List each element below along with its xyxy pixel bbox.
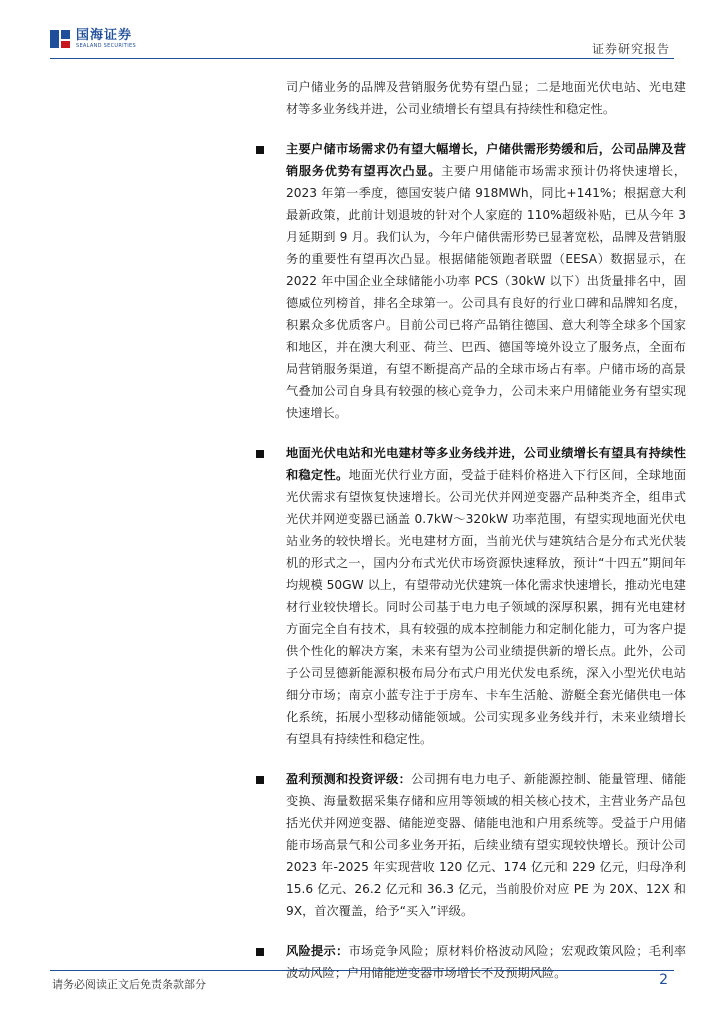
section-earnings-forecast	[286, 768, 686, 922]
intro-paragraph: 司户储业务的品牌及营销服务优势有望凸显；二是地面光伏电站、光电建材等多业务线并进，公司业绩增长有望具有持续性和稳定性。	[286, 80, 686, 116]
section-body: 市场竞争风险；原材料价格波动风险；宏观政策风险；毛利率波动风险；户用储能逆变器市场增长不及预期风险。	[286, 944, 687, 980]
section-risk-warning	[286, 940, 686, 984]
report-body	[286, 76, 686, 984]
section-household-storage	[286, 138, 686, 424]
footer-divider	[50, 970, 674, 971]
logo-mark-icon	[50, 28, 72, 50]
square-bullet-icon	[256, 450, 264, 458]
section-body: 主要户用储能市场需求预计仍将快速增长，2023 年第一季度，德国安装户储 918MWh，同比+141%；根据意大利最新政策，此前计划退坡的针对个人家庭的 110%超级补贴，已从今年 3 月延期到 9 月。我们认为，今年户储供需形势已显著宽松，品牌及营销服务的重要性有望再次凸显。根据储能领跑者联盟（EESA）数据显示，在 2022 年中国企业全球储能小功率 PCS（30kW 以下）出货量排名中，固德威位列榜首，排名全球第一。公司具有良好的行业口碑和品牌知名度，积累众多优质客户。目前公司已将产品销往德国、意大利等全球多个国家和地区，并在澳大利亚、荷兰、巴西、德国等境外设立了服务点，全面布局营销服务渠道，有望不断提高产品的全球市场占有率。户储市场的高景气叠加公司自身具有较强的核心竞争力，公司未来户用储能业务有望实现快速增长。	[286, 164, 686, 420]
section-heading: 盈利预测和投资评级：	[286, 772, 412, 786]
logo-name-en: SEALAND SECURITIES	[76, 42, 136, 49]
page-number: 2	[659, 972, 668, 988]
logo-name-cn: 国海证券	[76, 27, 133, 43]
section-body: 公司拥有电力电子、新能源控制、能量管理、储能变换、海量数据采集存储和应用等领域的相关核心技术，主营业务产品包括光伏并网逆变器、储能逆变器、储能电池和户用系统等。受益于户用储能市场高景气和公司多业务开拓，后续业绩有望实现较快增长。预计公司 2023 年-2025 年实现营收 120 亿元、174 亿元和 229 亿元，归母净利 15.6 亿元、26.2 亿元和 36.3 亿元，当前股价对应 PE 为 20X、12X 和 9X，首次覆盖，给予“买入”评级。	[286, 772, 687, 918]
report-type-label: 证券研究报告	[591, 42, 670, 56]
company-logo	[50, 28, 136, 50]
square-bullet-icon	[256, 776, 264, 784]
section-body: 地面光伏行业方面，受益于硅料价格进入下行区间，全球地面光伏需求有望恢复快速增长。公司光伏并网逆变器产品种类齐全，组串式光伏并网逆变器已涵盖 0.7kW～320kW 功率范围，有望实现地面光伏电站业务的较快增长。光电建材方面，当前光伏与建筑结合是分布式光伏装机的形式之一，国内分布式光伏市场资源快速释放，预计“十四五”期间年均规模 50GW 以上，有望带动光伏建筑一体化需求快速增长，推动光电建材行业较快增长。同时公司基于电力电子领域的深厚积累，拥有光电建材方面完全自有技术，具有较强的成本控制能力和定制化能力，可为客户提供个性化的解决方案，未来有望为公司业绩提供新的增长点。此外，公司子公司昱德新能源积极布局分布式户用光伏发电系统，深入小型光伏电站细分市场；南京小蓝专注于于房车、卡车生活舱、游艇全套光储供电一体化系统，拓展小型移动储能领域。公司实现多业务线并行，未来业绩增长有望具有持续性和稳定性。	[286, 468, 687, 746]
section-ground-pv	[286, 442, 686, 750]
section-heading: 风险提示：	[286, 944, 349, 958]
section-heading: 主要户储市场需求仍有望大幅增长，户储供需形势缓和后，公司品牌及营销服务优势有望再次凸显。	[286, 142, 686, 178]
disclaimer-note: 请务必阅读正文后免责条款部分	[52, 978, 206, 991]
header-divider	[50, 58, 674, 59]
section-heading: 地面光伏电站和光电建材等多业务线并进，公司业绩增长有望具有持续性和稳定性。	[286, 446, 686, 482]
square-bullet-icon	[256, 948, 264, 956]
square-bullet-icon	[256, 146, 264, 154]
page-header	[0, 0, 724, 62]
